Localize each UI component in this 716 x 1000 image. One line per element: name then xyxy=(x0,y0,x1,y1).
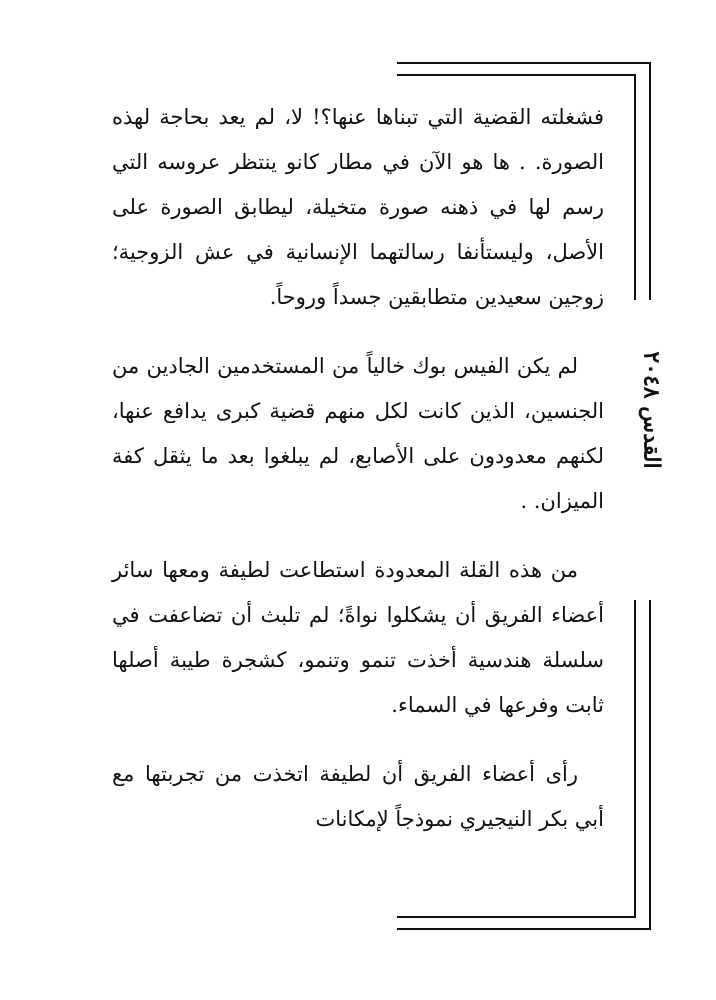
frame-line-right-bottom-outer xyxy=(649,600,651,930)
frame-line-right-outer xyxy=(649,62,651,300)
frame-line-top-inner xyxy=(397,74,635,76)
body-text xyxy=(112,95,604,866)
frame-line-bottom-inner xyxy=(397,916,635,918)
frame-line-right-inner xyxy=(634,74,636,300)
paragraph: فشغلته القضية التي تبناها عنها؟! لا، لم يعد بحاجة لهذه الصورة. . ها هو الآن في مطار كانو ينتظر عروسه التي رسم لها في ذهنه صورة متخيلة، ليطابق الصورة على الأصل، وليستأنفا رسالتهما الإنسانية في عش الزوجية؛ زوجين سعيدين متطابقين جسداً وروحاً. xyxy=(112,105,604,309)
frame-line-bottom-outer xyxy=(397,928,651,930)
paragraph: رأى أعضاء الفريق أن لطيفة اتخذت من تجربتها مع أبي بكر النيجيري نموذجاً لإمكانات xyxy=(112,762,604,831)
frame-line-right-bottom-inner xyxy=(634,600,636,918)
running-header xyxy=(612,320,692,500)
paragraph: لم يكن الفيس بوك خالياً من المستخدمين الجادين من الجنسين، الذين كانت لكل منهم قضية كبرى يدافع عنها، لكنهم معدودون على الأصابع، لم يبلغوا بعد ما يثقل كفة الميزان. . xyxy=(112,354,604,513)
frame-line-top-outer xyxy=(397,62,651,64)
paragraph: من هذه القلة المعدودة استطاعت لطيفة ومعها سائر أعضاء الفريق أن يشكلوا نواةً؛ لم تلبث أن تضاعفت في سلسلة هندسية أخذت تنمو وتنمو، كشجرة طيبة أصلها ثابت وفرعها في السماء. xyxy=(112,558,604,717)
running-header-text: القدس ٢٠٤٨ xyxy=(639,351,665,469)
